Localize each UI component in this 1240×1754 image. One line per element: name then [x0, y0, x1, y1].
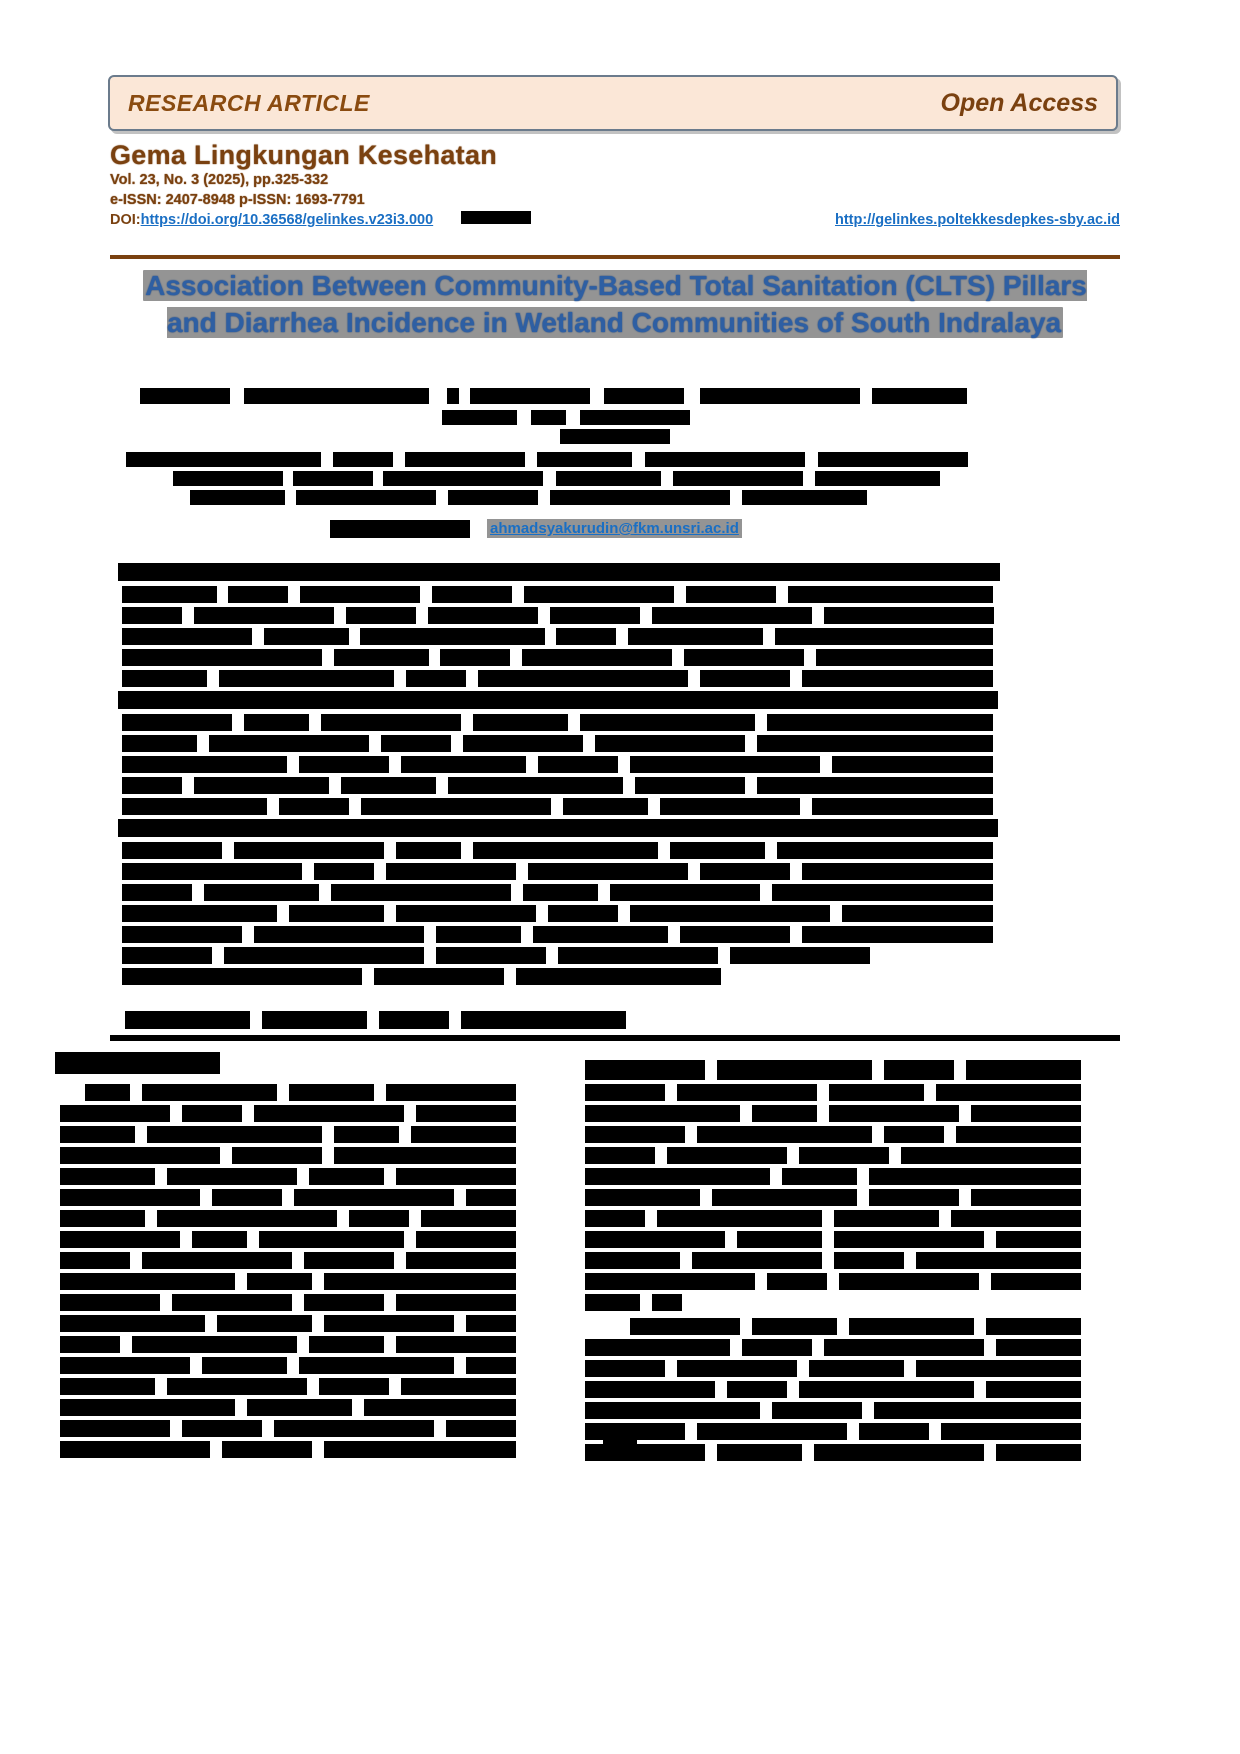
- affiliation-bar: [550, 490, 730, 505]
- author-bar: [872, 388, 967, 404]
- affiliation-bar: [448, 490, 538, 505]
- journal-volume-line: Vol. 23, No. 3 (2025), pp.325-332: [110, 172, 329, 189]
- page-number-value: [603, 1440, 637, 1455]
- author-affiliation-bar: [560, 429, 670, 444]
- journal-masthead: [110, 140, 1120, 228]
- affiliation-bar: [190, 490, 285, 505]
- keywords-bar: [379, 1011, 449, 1029]
- research-article-label: RESEARCH ARTICLE: [128, 89, 370, 116]
- doi-row: [110, 211, 1120, 228]
- author-superscript-bar: [442, 410, 517, 425]
- keywords-bar: [461, 1011, 626, 1029]
- author-bar: [604, 388, 684, 404]
- author-bar: [244, 388, 429, 404]
- keywords-bar: [262, 1011, 367, 1029]
- journal-meta: [110, 171, 1120, 210]
- affiliation-bar: [296, 490, 436, 505]
- open-access-label: Open Access: [940, 88, 1098, 117]
- affiliation-bar: [818, 452, 968, 467]
- affiliation-bar: [173, 471, 283, 486]
- keywords-label-bar: [125, 1011, 250, 1029]
- research-article-banner: [108, 75, 1118, 131]
- correspondence-email[interactable]: ahmadsyakurudin@fkm.unsri.ac.id: [487, 519, 742, 538]
- affiliation-bar: [673, 471, 803, 486]
- affiliation-bar: [556, 471, 661, 486]
- journal-issn-line: e-ISSN: 2407-8948 p-ISSN: 1693-7791: [110, 191, 365, 208]
- author-bar: [700, 388, 860, 404]
- affiliation-bar: [333, 452, 393, 467]
- author-superscript-bar: [580, 410, 690, 425]
- author-bar: [470, 388, 590, 404]
- affiliation-bar: [383, 471, 543, 486]
- page-title-text: Association Between Community-Based Total Sanitation (CLTS) Pillars and Diarrhea Incidence in Wetland Communities of South Indralaya: [145, 270, 1087, 338]
- doi-link[interactable]: https://doi.org/10.36568/gelinkes.v23i3.000: [140, 212, 434, 229]
- author-bar: [140, 388, 230, 404]
- masthead-divider: [110, 255, 1120, 259]
- journal-name: Gema Lingkungan Kesehatan: [110, 140, 498, 170]
- affiliation-bar: [405, 452, 525, 467]
- affiliation-bar: [815, 471, 940, 486]
- affiliation-bar: [645, 452, 805, 467]
- affiliation-bar: [293, 471, 373, 486]
- author-superscript-bar: [531, 410, 566, 425]
- accreditation-redaction: [461, 211, 531, 224]
- page-number: [0, 1440, 1240, 1455]
- affiliation-bar: [742, 490, 867, 505]
- affiliation-bar: [537, 452, 632, 467]
- author-bar: [447, 388, 459, 404]
- affiliation-bar: [126, 452, 321, 467]
- doi-label: DOI:: [110, 212, 141, 229]
- keywords-divider: [110, 1035, 1120, 1041]
- page-title: [140, 268, 1090, 342]
- accreditation-link[interactable]: http://gelinkes.poltekkesdepkes-sby.ac.id: [835, 212, 1120, 229]
- correspondence-label-bar: [330, 520, 470, 538]
